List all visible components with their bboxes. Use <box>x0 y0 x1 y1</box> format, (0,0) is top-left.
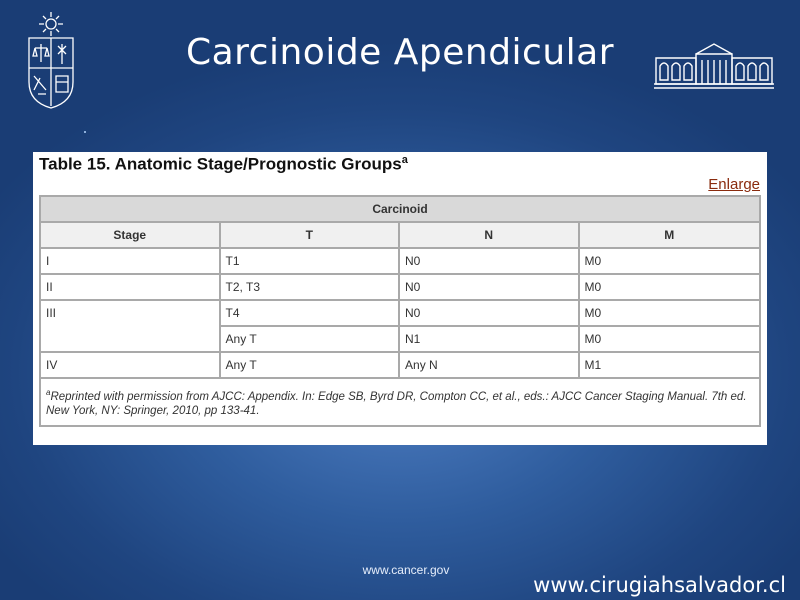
cell-stage: IV <box>40 352 220 378</box>
staging-table-screenshot <box>33 152 767 445</box>
cell-n: Any N <box>399 352 578 378</box>
cell-n: N0 <box>399 300 578 326</box>
enlarge-link[interactable]: Enlarge <box>708 176 760 193</box>
cell-t: T1 <box>220 248 399 274</box>
cell-stage: II <box>40 274 220 300</box>
decorative-dot <box>84 131 86 133</box>
heading-superscript: a <box>401 154 408 166</box>
table-row <box>40 352 760 378</box>
table-row <box>40 300 760 326</box>
table-footnote <box>40 378 760 426</box>
table-row <box>40 248 760 274</box>
cell-stage: III <box>40 300 220 352</box>
cell-m: M0 <box>579 274 761 300</box>
cell-n: N1 <box>399 326 578 352</box>
cell-m: M1 <box>579 352 761 378</box>
column-header-t: T <box>220 222 399 248</box>
column-header-stage: Stage <box>40 222 220 248</box>
cell-t: Any T <box>220 352 399 378</box>
cell-t: Any T <box>220 326 399 352</box>
cell-n: N0 <box>399 274 578 300</box>
column-header-m: M <box>579 222 761 248</box>
cell-n: N0 <box>399 248 578 274</box>
cell-t: T4 <box>220 300 399 326</box>
table-heading: Table 15. Anatomic Stage/Prognostic Groups$^a$ <box>39 154 408 174</box>
stage-table <box>39 195 761 427</box>
footnote-text: Reprinted with permission from AJCC: Appendix. In: Edge SB, Byrd DR, Compton CC, et al., eds.: AJCC Cancer Staging Manual. 7th ed. New York, NY: Springer, 2010, pp 133-41. <box>46 390 747 417</box>
table-row <box>40 274 760 300</box>
slide-title: Carcinoide Apendicular <box>185 32 615 73</box>
source-caption: www.cancer.gov <box>362 563 450 577</box>
column-header-n: N <box>399 222 578 248</box>
cell-m: M0 <box>579 248 761 274</box>
website-url: www.cirugiahsalvador.cl <box>533 573 786 597</box>
group-header: Carcinoid <box>40 196 760 222</box>
column-header-row <box>40 222 760 248</box>
cell-stage: I <box>40 248 220 274</box>
footnote-marker: a <box>46 388 51 398</box>
hospital-building-icon <box>652 40 776 92</box>
cell-m: M0 <box>579 326 761 352</box>
cell-t: T2, T3 <box>220 274 399 300</box>
cell-m: M0 <box>579 300 761 326</box>
